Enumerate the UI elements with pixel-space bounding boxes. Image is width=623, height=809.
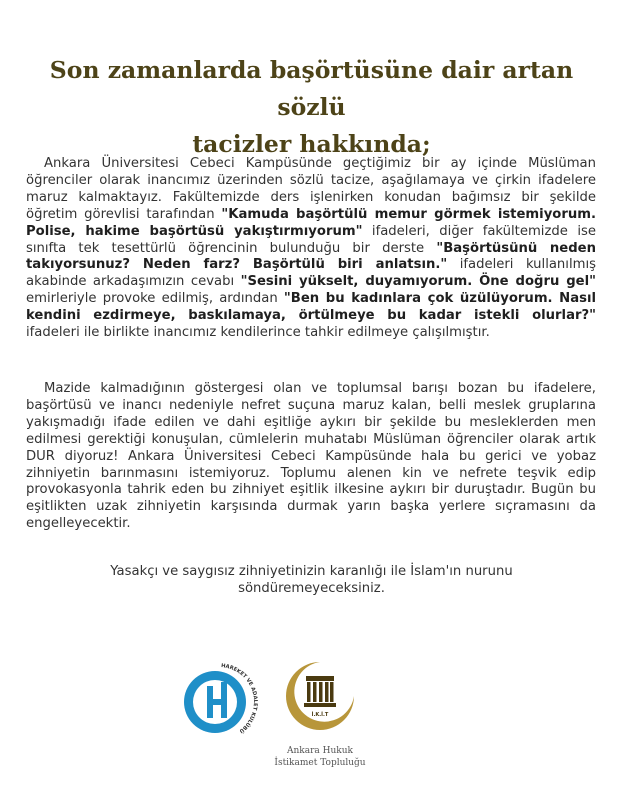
p1-text-1: Ankara Üniversitesi Cebeci Kampüsünde geçtiğimiz bir ay içinde Müslüman öğrenciler olarak inancımız üzerinden sözlü tacize, aşağılamaya ve çirkin ifadelere maruz kalmaktayız. Fakültemizde ders işlenirken konudan bağımsız bir şekilde öğretim görevlisi tarafından (26, 156, 596, 222)
logo1-text: HAREKET VE ADALET KULÜBÜ (220, 663, 259, 734)
page-title (20, 52, 603, 163)
paragraph-1 (26, 156, 596, 342)
title-line-1: Son zamanlarda başörtüsüne dair artan sözlü (49, 56, 574, 121)
logo2-text: İ.K.İ.T (311, 712, 329, 718)
closing-line-1: Yasakçı ve saygısız zihniyetinizin karanlığı ile İslam'ın nurunu (110, 564, 513, 579)
p1-text-5: ifadeleri ile birlikte inancımız kendilerince tahkir edilmeye çalışılmıştır. (26, 325, 490, 341)
closing-line-2: söndüremeyeceksiniz. (238, 581, 385, 596)
organization-caption (260, 745, 380, 769)
p1-text-3: ifadeleri kullanılmış akabinde arkadaşımızın cevabı (26, 257, 597, 290)
p1-quote-4: "Ben bu kadınlara çok üzülüyorum. Nasıl kendini ezdirmeye, baskılamaya, örtülmeye bu kadar istekli olurlar?" (26, 291, 596, 324)
p1-quote-3: "Sesini yükselt, duyamıyorum. Öne doğru gel" (240, 274, 596, 290)
p1-text-4: emirleriyle provoke edilmiş, ardından (26, 291, 284, 307)
paragraph-2: Mazide kalmadığının göstergesi olan ve toplumsal barışı bozan bu ifadelere, başörtüsü ve inancı nedeniyle nefret suçuna maruz kalan, belli meslek gruplarına yakışmadığı ifade edilen ve dahi eşitliğe aykırı bir şekilde bu mesleklerden men edilmesi gerektiği konuşulan, cümlelerin muhatabı Müslüman öğrenciler olarak artık DUR diyoruz! Ankara Üniversitesi Cebeci Kampüsünde hala bu gerici ve yobaz zihniyetin barınmasını istemiyoruz. Toplumu alenen kin ve nefrete teşvik edip provokasyonla tahrik eden bu zihniyet eşitlik ilkesine aykırı bir duruştadır. Bugün bu eşitlikten uzak zihniyetin karşısında durmak yarın başka yerlere sıçramasını da engelleyecektir. (26, 381, 596, 532)
closing-statement (40, 563, 583, 597)
p1-text-2: ifadeleri, diğer fakültemizde ise sınıfta tek tesettürlü öğrencinin bulunduğu bir derste (26, 223, 596, 256)
caption-line-2: İstikamet Topluluğu (274, 758, 366, 768)
p1-quote-1: "Kamuda başörtülü memur görmek istemiyorum. Polise, hakime başörtüsü yakıştırmıyorum" (26, 206, 596, 239)
title-line-2: tacizler hakkında; (192, 130, 431, 158)
hareket-ve-adalet-logo-icon (177, 660, 261, 744)
caption-line-1: Ankara Hukuk (287, 746, 353, 756)
istikamet-logo-icon (280, 656, 360, 736)
p1-quote-2: "Başörtüsünü neden takıyorsunuz? Neden farz? Başörtülü biri anlatsın." (26, 240, 597, 273)
